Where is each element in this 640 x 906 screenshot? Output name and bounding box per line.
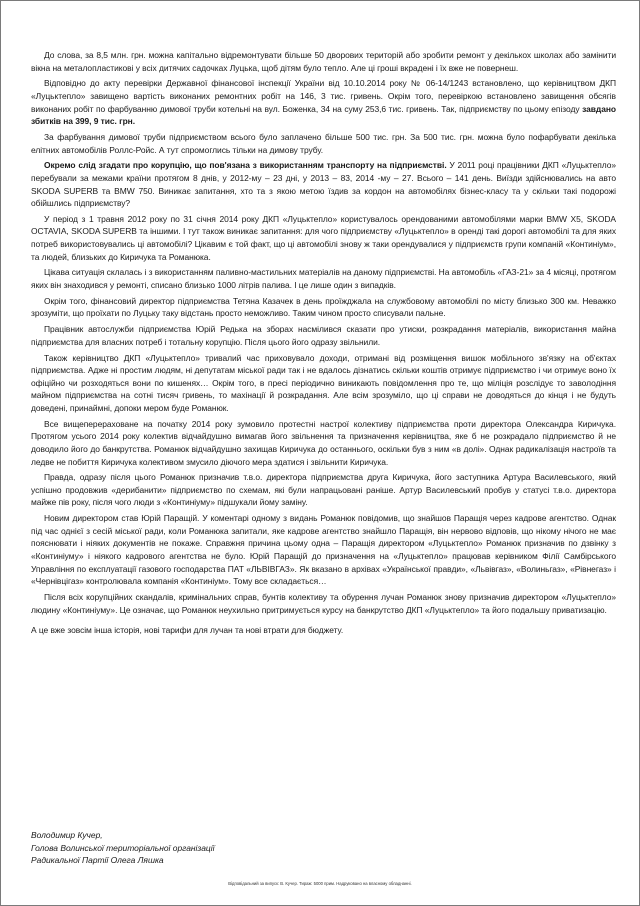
print-imprint: Відповідальний за випуск: В. Кучер. Тираж: 5000 прим. Надруковано на власному обладнанні. (228, 881, 412, 886)
author-name: Володимир Кучер, (31, 830, 103, 840)
signature-block (31, 829, 215, 867)
paragraph-text: Працівник автослужби підприємства Юрій Редька на зборах насмілився сказати про утиски, розкрадання матеріалів, використання майна підприємства для власних потреб і тотальну корупцію. Після цього його одразу звільнили. (31, 324, 616, 347)
paragraph-text: Цікава ситуація склалась і з використанням паливно-мастильних матеріалів на даному підприємстві. На автомобіль «ГАЗ-21» за 4 місяці, протягом яких він знаходився у ремонті, списано близько 1000 літрів палива. І це лише один з випадків. (31, 267, 616, 291)
paragraph-acting-director (31, 471, 616, 509)
paragraph-text: У період з 1 травня 2012 року по 31 січня 2014 року ДКП «Луцьктепло» користувалось орендованими автомобілями марки BMW X5, SKODA OCTAVIA, SKODA SUPERB та іншими. І тут також виникає запитання: для чого підприємству «Луцьктепло» в оренді такі дорогі автомобілі та для яких потреб використовувались ці автомобілі? Цікавим є той факт, що ці автомобілі знову ж таки орендувалися у підприємств групи компаній «Континіум», та людей, близьких до Киричука та Романюка. (31, 213, 616, 262)
paragraph-finance-director (31, 295, 616, 320)
paragraph-transport-corruption (31, 159, 616, 209)
paragraph-text: Новим директором став Юрій Паращій. У коментарі одному з видань Романюк повідомив, що знайшов Паращія через кадрове агентство. Однак під час однієї з сесій міської ради, коли Романюка запитали, яке кадрове агентство знайшло Паращія, він нервово відповів, що нікому нічого не має пояснювати і ніяких документів не покаже. Справжня причина цьому одна – Паращія директором «Луцьктепло» Романюк призначив по дзвінку з «Континіуму» і ніякого кадрового агентства не було. Юрій Паращій до призначення на «Луцьктепло» працював керівником Філії Самбірського Управління по експлуатації газового господарства ПАТ «ЛЬВІВГАЗ». Як вказано в архівах «Української правди», «Львівгаз», «Волиньгаз», «Рівнегаз» і «Чернівцігаз» контролювала компанія «Континіум». Тому все складається… (31, 513, 616, 587)
paragraph-text: А це вже зовсім інша історія, нові тарифи для лучан та нові втрати для бюджету. (31, 625, 344, 636)
damage-amount-emphasis: завдано збитків на 399, 9 тис. грн. (31, 103, 616, 127)
paragraph-leased-cars (31, 213, 616, 263)
paragraph-cost-comparison (31, 49, 616, 74)
paragraph-text: Окрім того, фінансовий директор підприємства Тетяна Казачек в день проїжджала на службовому автомобілі по місту близько 300 км. Неважко зрозуміти, що проїхати по Луцьку таку відстань просто неможливо. Таким чином просто списували пальне. (31, 295, 616, 319)
paragraph-chimney-painting (31, 131, 616, 156)
paragraph-text: До слова, за 8,5 млн. грн. можна капітально відремонтувати більше 50 дворових територій або зробити ремонт у декількох школах або замінити вікна на металопластикові у всіх дитячих садочках Луцька, щоб дітям було тепло. Але ці гроші вкрадені і їх вже не повернеш. (31, 50, 616, 73)
paragraph-text: У 2011 році працівники ДКП «Луцьктепло» перебували за межами країни протягом 8 днів, у 2012-му – 23 дні, у 2013 – 83, 2014 -му – 27. Всього – 141 день. Виїзди здійснювались на авто SKODA SUPERB та BMW 750. Виникає запитання, хто та з якою метою їздив за кордон на автомобілях бізнес-класу та у скільки такі подорожі обійшлись підприємству? (31, 160, 616, 209)
section-lead-emphasis: Окремо слід згадати про корупцію, що пов'язана з використанням транспорту на підприємстві. (44, 160, 447, 171)
paragraph-text: Також керівництво ДКП «Луцьктепло» тривалий час приховувало доходи, отримані від розміщення вишок мобільного зв'язку на об'єктах підприємства. Адже ні простим людям, ні депутатам міської ради так і не вдалось дізнатись скільки коштів отримує підприємство і чи отримує воно їх офіційно чи розходяться вони по кишенях… Окрім того, в пресі періодично виникають повідомлення про те, що міліція розслідує то заволодіння майном підприємства на сотні тисяч гривень, то махінації й розкрадання. Але всім зрозуміло, що ці справи не доводяться до кінця і не будуть доведені, принаймні, допоки мером буде Романюк. (31, 352, 616, 413)
author-party: Радикальної Партії Олега Ляшка (31, 855, 164, 866)
paragraph-closing (31, 624, 616, 637)
paragraph-conclusion (31, 591, 616, 616)
paragraph-text: Все вищеперераховане на початку 2014 року зумовило протестні настрої колективу підприємства проти директора Олександра Киричука. Протягом усього 2014 року колектив відчайдушно вимагав його звільнення та призначення керівництва, яке б не розкрадало підприємство й не доводило його до банкрутства. Романюк відчайдушно захищав Киричука до останнього, оскільки був з ним «в долі». Однак радикалізація настроїв та ледве не побиття Киричука колективом змусило діючого мера здатися і звільнити Киричука. (31, 418, 616, 467)
paragraph-fuel-writeoff (31, 266, 616, 291)
paragraph-text: Після всіх корупційних скандалів, кримінальних справ, бунтів колективу та обурення лучан Романюк знову призначив директором «Луцьктепло» людину «Континіуму». Це означає, що Романюк неухильно притримується курсу на банкрутство ДКП «Луцьктепло» та його подальшу приватизацію. (31, 592, 616, 615)
paragraph-mobile-towers (31, 352, 616, 415)
article-body (31, 49, 616, 640)
paragraph-new-director (31, 512, 616, 588)
paragraph-text: Відповідно до акту перевірки Державної фінансової інспекції України від 10.10.2014 року № 06-14/1243 встановлено, що керівництвом ДКП «Луцьктепло» завищено вартість виконаних ремонтних робіт на 146, 3 тис. гривень. Окрім того, перевіркою встановлено завищення обсягів виконаних робіт по фарбуванню димової труби котельні на вул. Боженка, 34 на суму 253,6 тис. гривень. Так, підприємству по цьому епізоду (31, 78, 616, 114)
paragraph-employee-fired (31, 323, 616, 348)
paragraph-protests (31, 418, 616, 468)
paragraph-text: За фарбування димової труби підприємством всього було заплачено більше 500 тис. грн. За 500 тис. грн. можна було пофарбувати декілька елітних автомобілів Роллс-Ройс. А тут спромоглись тільки на димову трубу. (31, 131, 616, 155)
paragraph-text: Правда, одразу після цього Романюк призначив т.в.о. директора підприємства друга Киричука, його заступника Артура Василевського, який успішно продовжив «дерибанити» підприємство по схемам, які були напрацьовані раніше. Артур Василевський пробув у статусі т.в.о. директора майже пів року, після чого люди з «Континіуму» підшукали йому заміну. (31, 472, 616, 508)
paragraph-audit-findings (31, 77, 616, 127)
author-position: Голова Волинської територіальної організації (31, 842, 215, 853)
